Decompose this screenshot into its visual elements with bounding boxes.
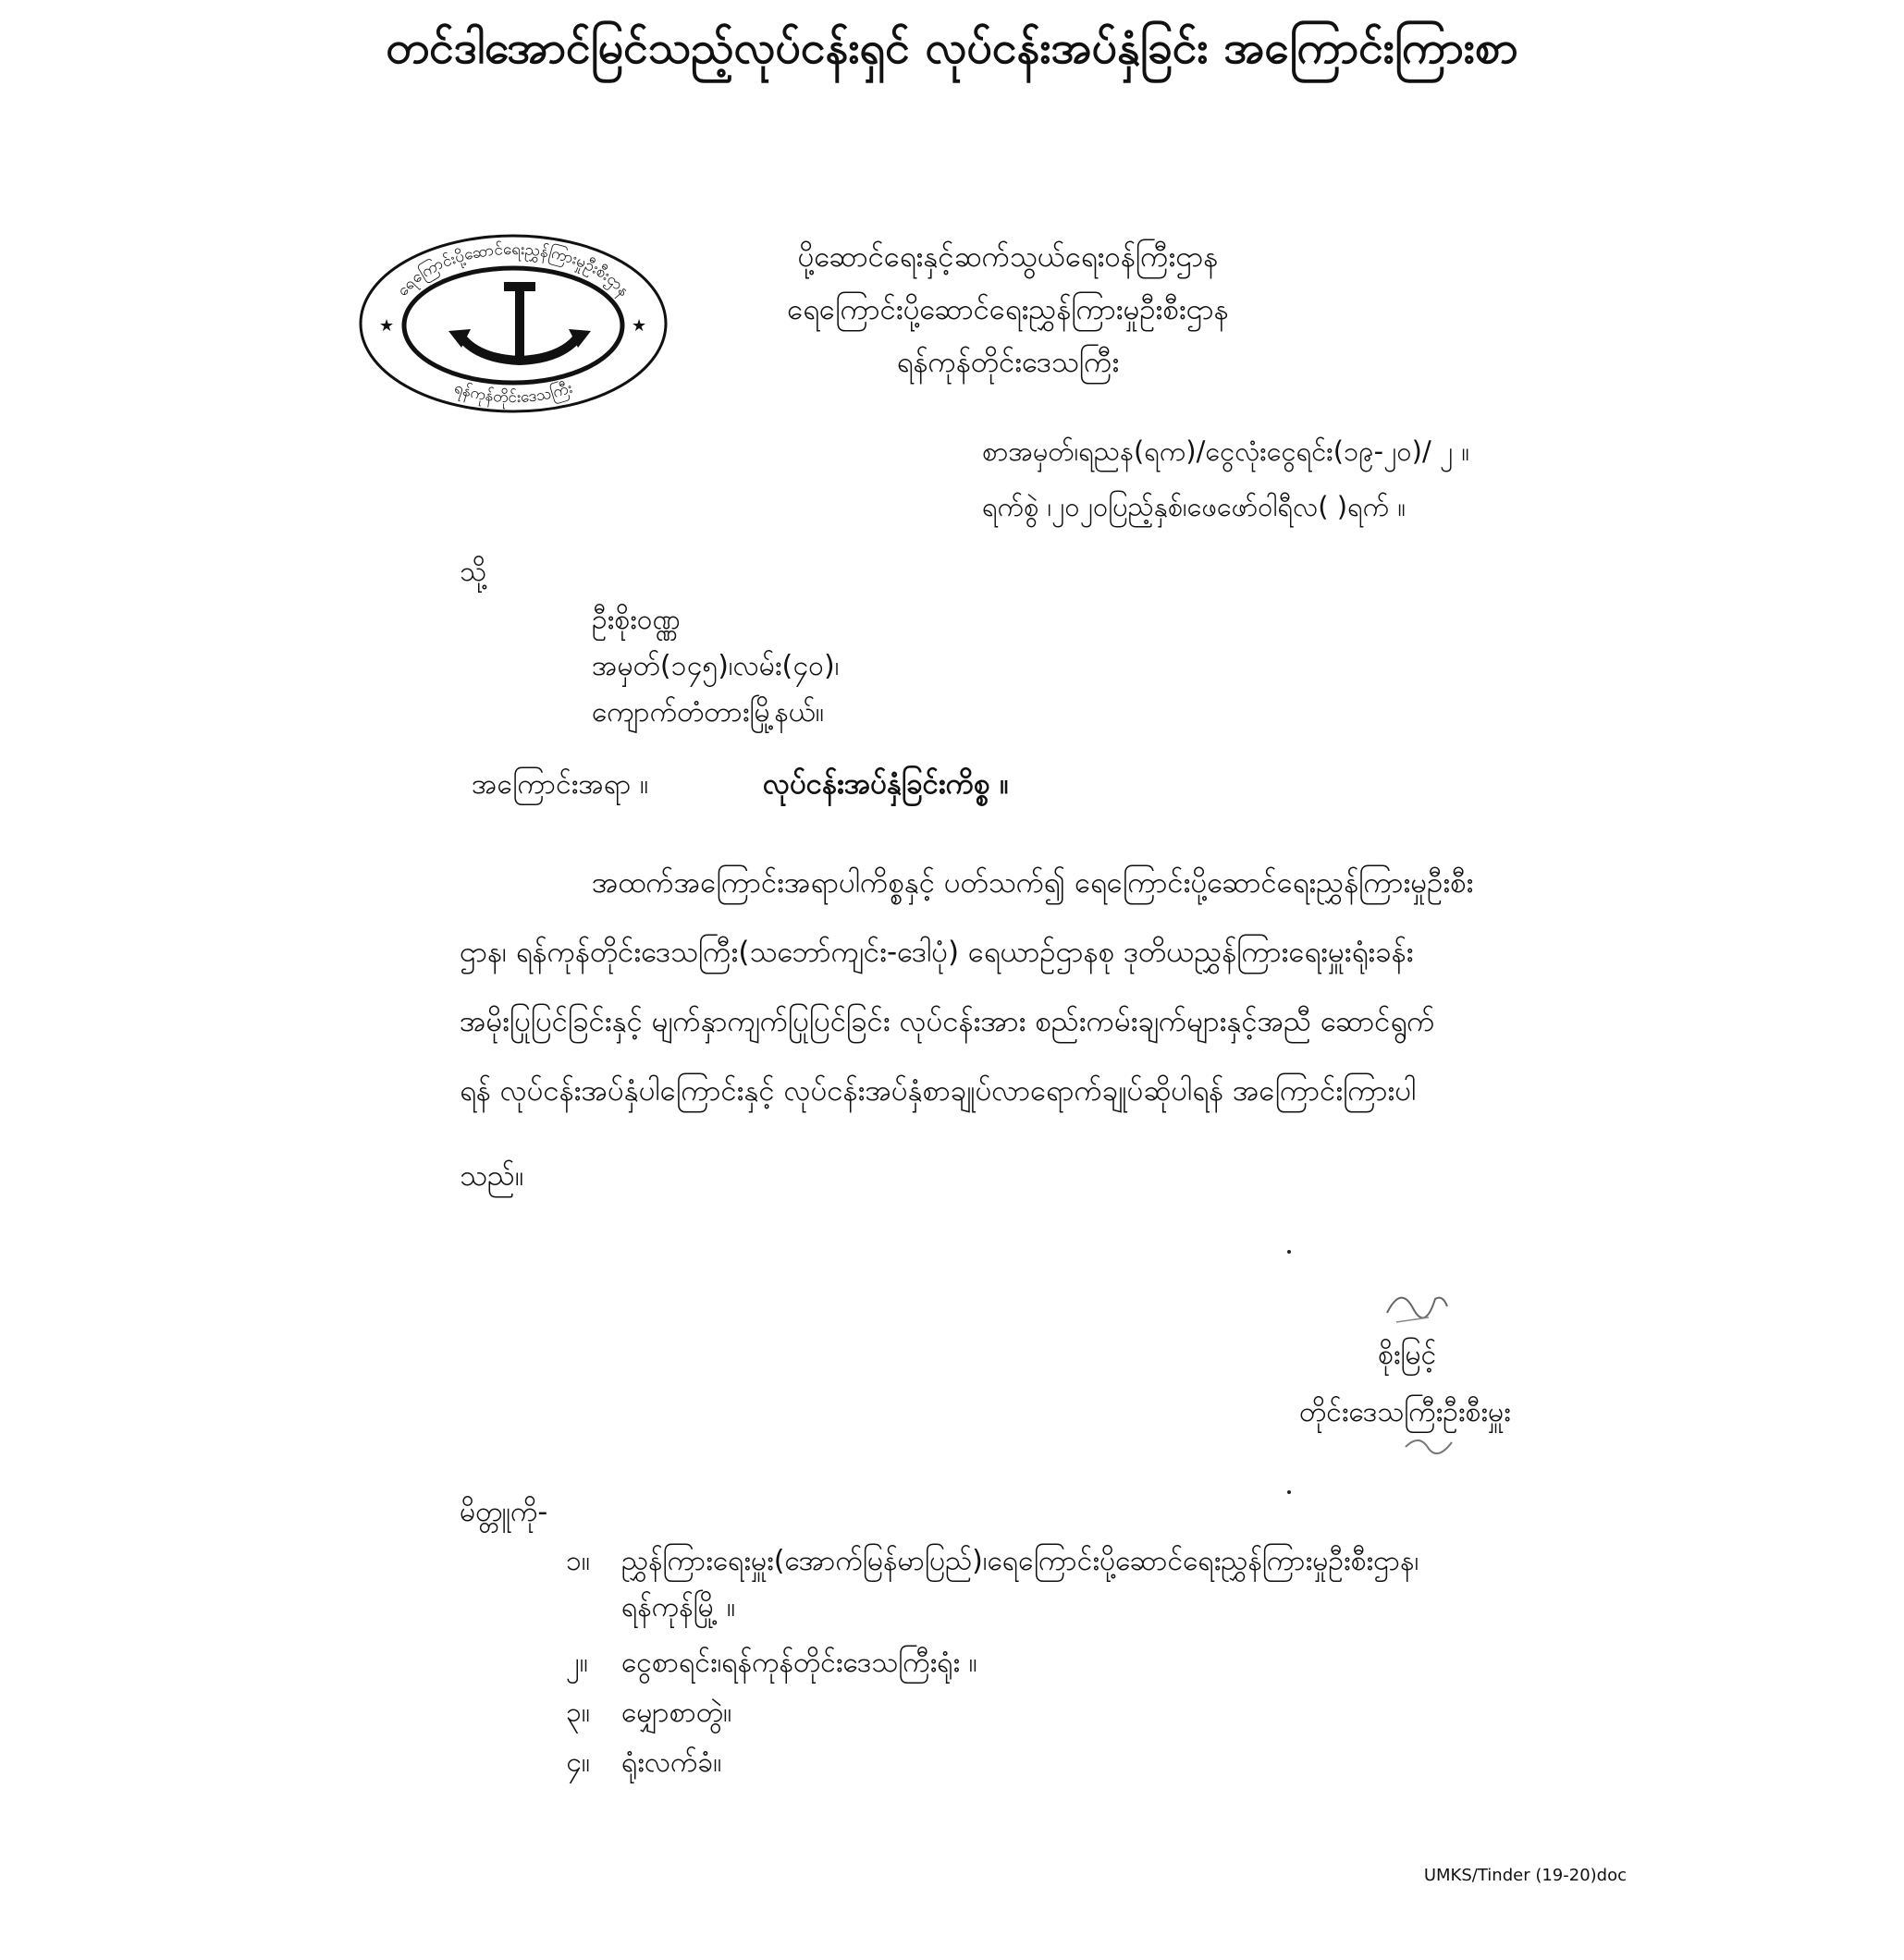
subject-text: လုပ်ငန်းအပ်နှံခြင်းကိစ္စ ။ (763, 767, 1009, 801)
to-label: သို့ (460, 556, 487, 588)
ministry-name: ပို့ဆောင်ရေးနှင့်ဆက်သွယ်ရေးဝန်ကြီးဌာန (797, 240, 1219, 274)
department-seal (356, 231, 670, 416)
svg-text:★: ★ (379, 316, 395, 336)
body-line-2: ဌာန၊ ရန်ကုန်တိုင်းဒေသကြီး(သဘော်ကျင်း-ဒေါပုံ) ရေယာဉ်ဌာနစု ဒုတိယညွှန်ကြားရေးမှူးရုံးခန်း (460, 936, 1414, 969)
recipient-address-line2: ကျောက်တံတားမြို့နယ်။ (592, 696, 824, 729)
recipient-name: ဦးစိုးဝဏ္ဏ (592, 604, 681, 636)
copy-item-text: မျှောစာတွဲ။ (621, 1697, 732, 1729)
copy-item-number: ၂။ (566, 1647, 588, 1679)
letter-date: ရက်စွဲ ၊၂၀၂၀ပြည့်နှစ်၊ဖေဖော်ဝါရီလ( )ရက် ။ (982, 491, 1407, 522)
copy-item-text-cont: ရန်ကုန်မြို့ ။ (621, 1591, 736, 1623)
seal-bottom-text: ရန်ကုန်တိုင်းဒေသကြီး (451, 378, 575, 408)
subject-label: အကြောင်းအရာ ။ (472, 768, 649, 801)
recipient-address-line1: အမှတ်(၁၄၅)၊လမ်း(၄၀)၊ (592, 650, 840, 682)
anchor-icon (448, 282, 591, 361)
seal-top-text: ရေကြောင်းပို့ဆောင်ရေးညွှန်ကြားမှုဦးစီးဌာန (393, 239, 633, 300)
copy-item-number: ၃။ (566, 1697, 590, 1729)
document-footer-code: UMKS/Tinder (19-20)doc (1423, 1866, 1627, 1885)
region-name: ရန်ကုန်တိုင်းဒေသကြီး (896, 346, 1120, 379)
copies-label: မိတ္တူကို- (460, 1496, 548, 1528)
signatory-name: စိုးမြင့် (1378, 1339, 1437, 1371)
copy-item-text: ရုံးလက်ခံ။ (621, 1746, 722, 1779)
body-line-3: အမိုးပြုပြင်ခြင်းနှင့် မျက်နှာကျက်ပြုပြင်ခြင်း လုပ်ငန်းအား စည်းကမ်းချက်များနှင့်အညီ ဆောင်ရွက် (460, 1005, 1435, 1038)
svg-text:★: ★ (632, 316, 647, 336)
copy-item-number: ၄။ (566, 1746, 590, 1779)
body-line-4: ရန် လုပ်ငန်းအပ်နှံပါကြောင်းနှင့် လုပ်ငန်းအပ်နှံစာချုပ်လာရောက်ချုပ်ဆိုပါရန် အကြောင်းကြားပါ (460, 1074, 1417, 1108)
department-name: ရေကြောင်းပို့ဆောင်ရေးညွှန်ကြားမှုဦးစီးဌာန (787, 293, 1229, 326)
signature-flourish (1401, 1428, 1456, 1465)
signature-mark (1378, 1280, 1452, 1331)
body-line-5: သည်။ (460, 1159, 524, 1193)
signatory-title: တိုင်းဒေသကြီးဦးစီးမှူး (1299, 1396, 1511, 1428)
copy-item-number: ၁။ (566, 1545, 590, 1577)
copy-item-text: ငွေစာရင်း၊ရန်ကုန်တိုင်းဒေသကြီးရုံး ။ (621, 1647, 977, 1679)
body-line-1: အထက်အကြောင်းအရာပါကိစ္စနှင့် ပတ်သက်၍ ရေကြောင်းပို့ဆောင်ရေးညွှန်ကြားမှုဦးစီး (592, 866, 1474, 900)
document-title: တင်ဒါအောင်မြင်သည့်လုပ်ငန်းရှင် လုပ်ငန်းအပ်နှံခြင်း အကြောင်းကြားစာ (386, 22, 1518, 74)
letter-number: စာအမှတ်၊ရညန(ရက)/ငွေလုံးငွေရင်း(၁၉-၂၀)/ ၂ ။ (982, 435, 1470, 467)
copy-item-text: ညွှန်ကြားရေးမှူး(အောက်မြန်မာပြည်)၊ရေကြောင်းပို့ဆောင်ရေးညွှန်ကြားမှုဦးစီးဌာန၊ (621, 1545, 1419, 1577)
